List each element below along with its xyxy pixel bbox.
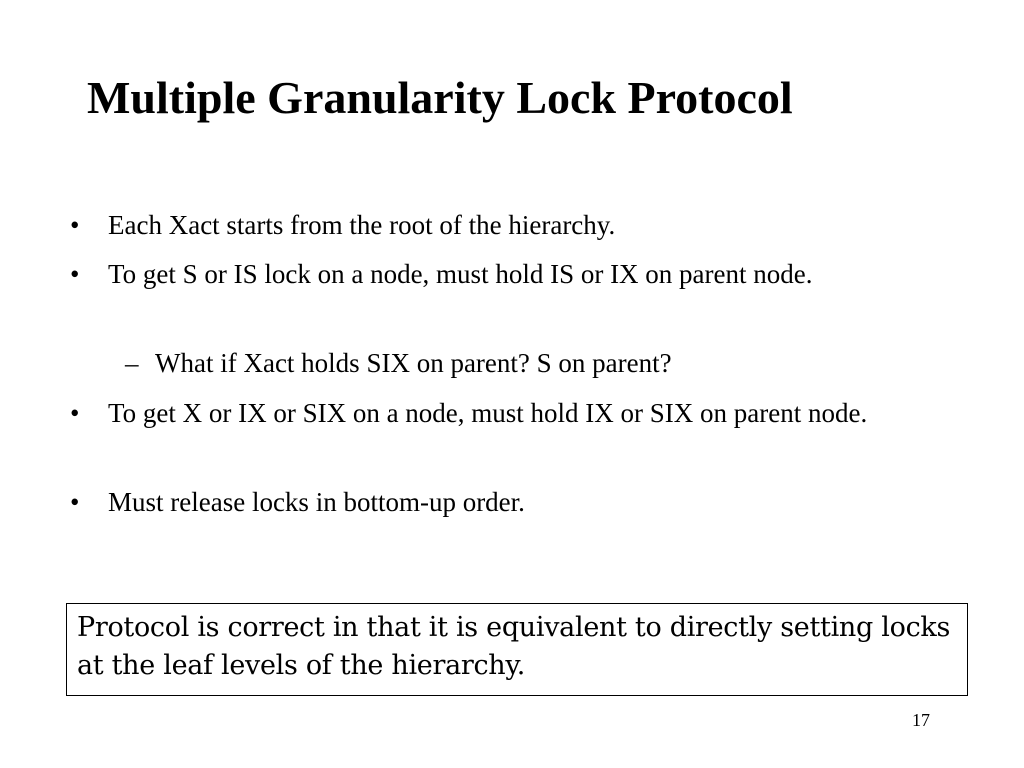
- page-number: 17: [912, 710, 930, 730]
- bullet-item: [70, 392, 938, 434]
- bullet-marker: •: [70, 210, 80, 240]
- bullet-item: [70, 253, 938, 295]
- bullet-marker: •: [70, 487, 80, 517]
- slide-title: Multiple Granularity Lock Protocol: [87, 72, 793, 123]
- sub-bullet-item: [125, 342, 955, 384]
- bullet-text: To get S or IS lock on a node, must hold IS or IX on parent node.: [108, 259, 813, 289]
- callout-box: [66, 603, 968, 696]
- bullet-text: Each Xact starts from the root of the hierarchy.: [108, 210, 616, 240]
- bullet-marker: •: [70, 259, 80, 289]
- bullet-text: To get X or IX or SIX on a node, must hold IX or SIX on parent node.: [108, 398, 868, 428]
- bullet-item: [70, 481, 938, 523]
- bullet-marker: •: [70, 398, 80, 428]
- bullet-text: Must release locks in bottom-up order.: [108, 487, 525, 517]
- bullet-item: [70, 204, 988, 246]
- callout-text: Protocol is correct in that it is equivalent to directly setting locks at the leaf levels of the hierarchy.: [77, 612, 951, 681]
- sub-bullet-marker: –: [125, 348, 139, 378]
- sub-bullet-text: What if Xact holds SIX on parent? S on parent?: [155, 348, 672, 378]
